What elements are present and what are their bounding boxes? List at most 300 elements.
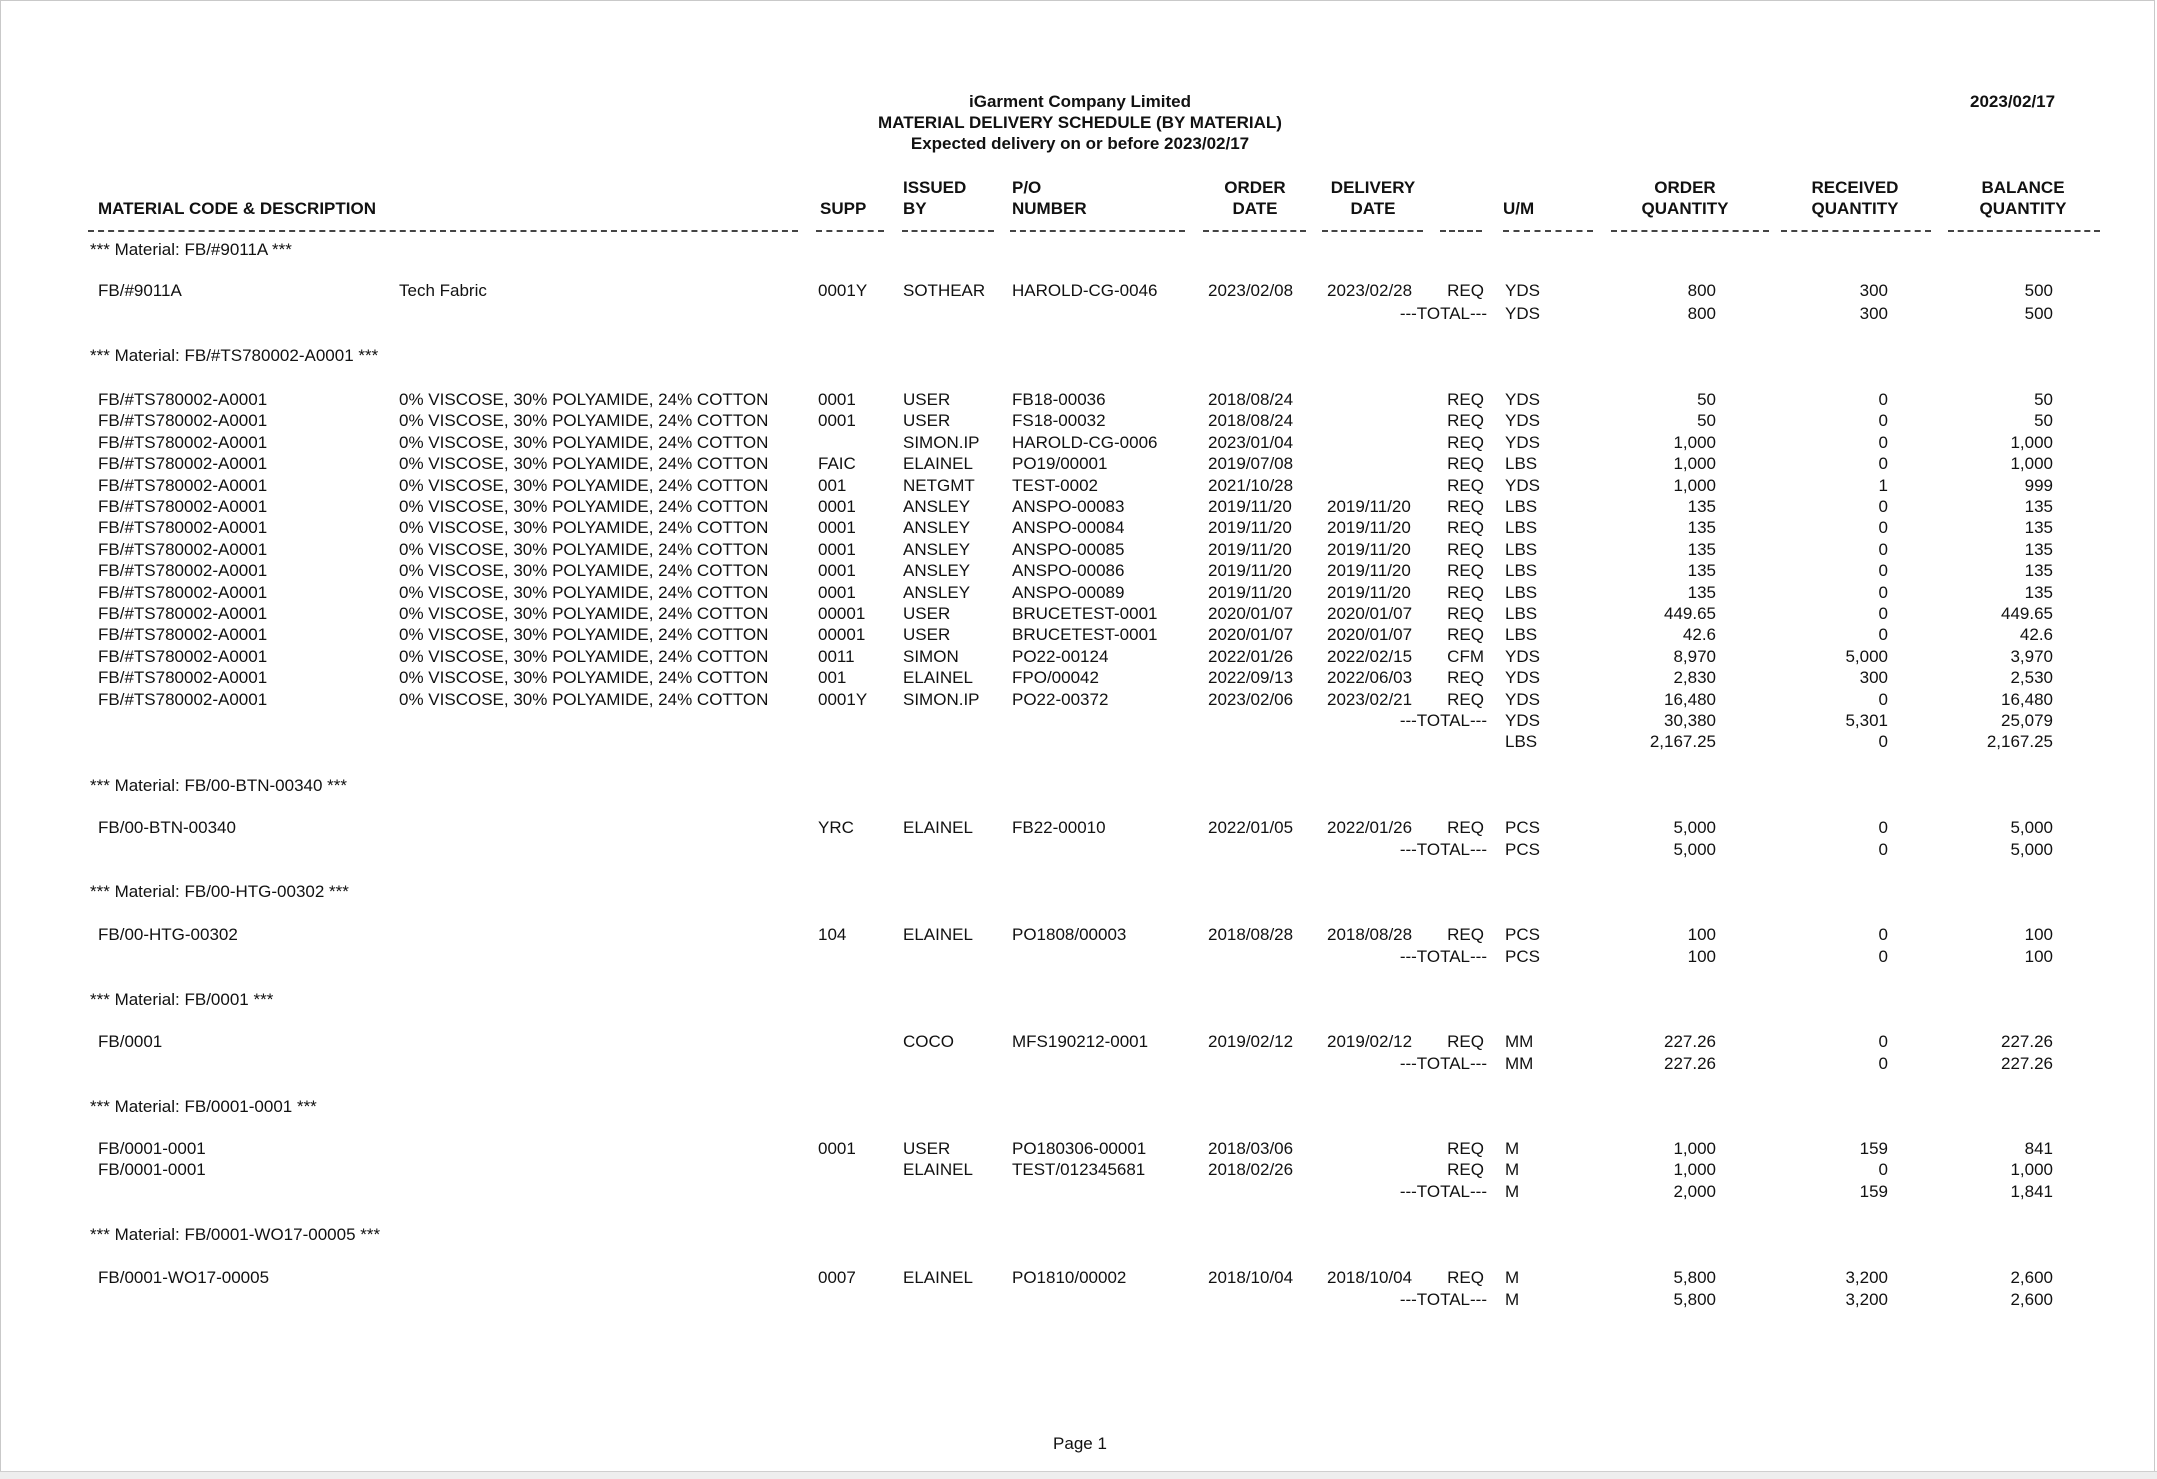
col-header-po-line1: P/O — [1012, 178, 1042, 197]
cell-po: TEST/012345681 — [1012, 1160, 1146, 1180]
total-balance-qty: 2,600 — [2010, 1290, 2053, 1309]
cell-po: PO19/00001 — [1012, 454, 1108, 474]
cell-order-date: 2023/01/04 — [1208, 432, 1294, 452]
cell-status: REQ — [1447, 518, 1484, 538]
total-um: LBS — [1505, 732, 1538, 752]
cell-supp: 0001 — [818, 582, 856, 602]
cell-delivery-date: 2022/02/15 — [1327, 646, 1413, 666]
cell-po: FB22-00010 — [1012, 818, 1106, 837]
cell-delivery-date: 2019/11/20 — [1327, 539, 1411, 559]
cell-desc: 0% VISCOSE, 30% POLYAMIDE, 24% COTTON — [399, 411, 769, 431]
cell-order-date: 2018/10/04 — [1208, 1268, 1294, 1287]
material-group-header: *** Material: FB/00-BTN-00340 *** — [90, 776, 348, 795]
cell-desc: 0% VISCOSE, 30% POLYAMIDE, 24% COTTON — [399, 561, 769, 581]
col-header-issued-line1: ISSUED — [903, 178, 967, 197]
cell-code: FB/0001-0001 — [98, 1160, 206, 1180]
cell-desc: 0% VISCOSE, 30% POLYAMIDE, 24% COTTON — [399, 390, 769, 409]
cell-order-date: 2018/02/26 — [1208, 1160, 1294, 1180]
total-order-qty: 800 — [1687, 304, 1716, 323]
cell-po: ANSPO-00083 — [1012, 497, 1125, 516]
cell-balance-qty: 50 — [2034, 411, 2053, 431]
cell-code: FB/0001 — [98, 1032, 163, 1051]
total-label: ---TOTAL--- — [1399, 711, 1487, 730]
cell-um: LBS — [1505, 604, 1538, 623]
cell-code: FB/#TS780002-A0001 — [98, 539, 268, 559]
cell-code: FB/#TS780002-A0001 — [98, 497, 268, 516]
cell-po: ANSPO-00085 — [1012, 539, 1125, 559]
total-balance-qty: 227.26 — [2001, 1054, 2053, 1073]
cell-order-date: 2021/10/28 — [1208, 475, 1294, 495]
cell-um: M — [1505, 1268, 1520, 1287]
cell-received-qty: 0 — [1878, 561, 1888, 581]
col-header-order-date-line2: DATE — [1232, 199, 1278, 218]
cell-by: COCO — [903, 1032, 954, 1051]
cell-received-qty: 0 — [1878, 390, 1888, 409]
total-um: YDS — [1505, 304, 1540, 323]
cell-desc: 0% VISCOSE, 30% POLYAMIDE, 24% COTTON — [399, 454, 769, 474]
total-balance-qty: 25,079 — [2001, 711, 2053, 730]
cell-order-date: 2019/11/20 — [1208, 582, 1292, 602]
header-divider-po — [1010, 230, 1185, 232]
cell-desc: 0% VISCOSE, 30% POLYAMIDE, 24% COTTON — [399, 604, 769, 623]
cell-balance-qty: 227.26 — [2001, 1032, 2053, 1051]
cell-desc: 0% VISCOSE, 30% POLYAMIDE, 24% COTTON — [399, 432, 769, 452]
cell-supp: 0001 — [818, 539, 856, 559]
header-divider-supp — [816, 230, 884, 232]
cell-um: PCS — [1505, 818, 1540, 837]
cell-desc: 0% VISCOSE, 30% POLYAMIDE, 24% COTTON — [399, 689, 769, 709]
cell-um: YDS — [1505, 411, 1540, 431]
cell-um: YDS — [1505, 668, 1540, 688]
cell-by: USER — [903, 1139, 951, 1158]
cell-received-qty: 0 — [1878, 582, 1888, 602]
cell-balance-qty: 5,000 — [2010, 818, 2053, 837]
total-order-qty: 2,000 — [1673, 1182, 1716, 1201]
header-divider-order-date — [1203, 230, 1306, 232]
cell-desc: 0% VISCOSE, 30% POLYAMIDE, 24% COTTON — [399, 497, 769, 516]
cell-received-qty: 0 — [1878, 1160, 1888, 1180]
total-um: M — [1505, 1182, 1520, 1201]
total-balance-qty: 500 — [2024, 304, 2053, 323]
cell-desc: 0% VISCOSE, 30% POLYAMIDE, 24% COTTON — [399, 625, 769, 645]
cell-balance-qty: 999 — [2024, 475, 2053, 495]
cell-status: REQ — [1447, 925, 1484, 944]
cell-desc: 0% VISCOSE, 30% POLYAMIDE, 24% COTTON — [399, 518, 769, 538]
col-header-order-qty-line2: QUANTITY — [1641, 199, 1729, 218]
cell-status: REQ — [1447, 668, 1484, 688]
cell-po: FB18-00036 — [1012, 390, 1106, 409]
header-divider-received-qty — [1781, 230, 1931, 232]
cell-received-qty: 0 — [1878, 454, 1888, 474]
cell-order-qty: 50 — [1697, 390, 1716, 409]
cell-code: FB/#TS780002-A0001 — [98, 689, 268, 709]
cell-order-date: 2020/01/07 — [1208, 604, 1294, 623]
total-label: ---TOTAL--- — [1399, 1054, 1487, 1073]
cell-status: REQ — [1447, 818, 1484, 837]
cell-delivery-date: 2019/11/20 — [1327, 561, 1411, 581]
col-header-balance-qty-line1: BALANCE — [1981, 178, 2065, 197]
header-divider-um — [1503, 230, 1593, 232]
cell-delivery-date: 2023/02/21 — [1327, 689, 1413, 709]
cell-by: SIMON — [903, 646, 959, 666]
cell-po: FPO/00042 — [1012, 668, 1099, 688]
cell-balance-qty: 1,000 — [2010, 1160, 2053, 1180]
cell-order-date: 2019/11/20 — [1208, 497, 1292, 516]
col-header-um: U/M — [1503, 199, 1535, 218]
cell-balance-qty: 135 — [2024, 539, 2053, 559]
cell-desc: 0% VISCOSE, 30% POLYAMIDE, 24% COTTON — [399, 539, 769, 559]
cell-by: NETGMT — [903, 475, 975, 495]
cell-by: ANSLEY — [903, 582, 971, 602]
material-group-header: *** Material: FB/0001 *** — [90, 990, 274, 1009]
cell-order-qty: 8,970 — [1673, 646, 1716, 666]
cell-um: YDS — [1505, 432, 1540, 452]
cell-received-qty: 5,000 — [1845, 646, 1888, 666]
material-group-header: *** Material: FB/#TS780002-A0001 *** — [90, 346, 379, 365]
cell-by: ANSLEY — [903, 497, 971, 516]
cell-po: ANSPO-00086 — [1012, 561, 1125, 581]
cell-order-qty: 1,000 — [1673, 432, 1716, 452]
cell-um: LBS — [1505, 539, 1538, 559]
total-label: ---TOTAL--- — [1399, 304, 1487, 323]
cell-code: FB/#TS780002-A0001 — [98, 454, 268, 474]
header-divider-delivery-date — [1322, 230, 1423, 232]
cell-status: REQ — [1447, 625, 1484, 645]
cell-by: ELAINEL — [903, 925, 973, 944]
total-order-qty: 5,000 — [1673, 840, 1716, 859]
cell-order-date: 2018/08/28 — [1208, 925, 1294, 944]
cell-by: USER — [903, 604, 951, 623]
cell-order-date: 2018/08/24 — [1208, 390, 1294, 409]
cell-received-qty: 0 — [1878, 518, 1888, 538]
cell-po: PO1808/00003 — [1012, 925, 1127, 944]
cell-order-qty: 42.6 — [1682, 625, 1716, 645]
cell-balance-qty: 449.65 — [2001, 604, 2053, 623]
cell-by: USER — [903, 390, 951, 409]
cell-delivery-date: 2022/01/26 — [1327, 818, 1413, 837]
cell-delivery-date: 2019/11/20 — [1327, 518, 1411, 538]
col-header-issued-line2: BY — [903, 199, 927, 218]
cell-balance-qty: 42.6 — [2019, 625, 2053, 645]
cell-supp: 0001 — [818, 390, 856, 409]
col-header-balance-qty-line2: QUANTITY — [1979, 199, 2067, 218]
cell-um: M — [1505, 1139, 1520, 1158]
material-group-header: *** Material: FB/0001-WO17-00005 *** — [90, 1225, 381, 1244]
cell-order-date: 2019/11/20 — [1208, 561, 1292, 581]
cell-status: REQ — [1447, 582, 1484, 602]
total-label: ---TOTAL--- — [1399, 1290, 1487, 1309]
page-number: Page 1 — [1053, 1434, 1107, 1453]
cell-balance-qty: 16,480 — [2001, 689, 2053, 709]
cell-balance-qty: 2,530 — [2010, 668, 2053, 688]
cell-um: LBS — [1505, 518, 1538, 538]
company-name: iGarment Company Limited — [969, 92, 1191, 111]
cell-supp: 0007 — [818, 1268, 856, 1287]
header-divider-balance-qty — [1948, 230, 2100, 232]
cell-supp: 0001 — [818, 411, 856, 431]
col-header-po-line2: NUMBER — [1012, 199, 1087, 218]
cell-status: REQ — [1447, 1139, 1484, 1158]
material-group-header: *** Material: FB/00-HTG-00302 *** — [90, 882, 349, 901]
cell-um: YDS — [1505, 475, 1540, 495]
col-header-supp: SUPP — [820, 199, 867, 218]
cell-received-qty: 0 — [1878, 625, 1888, 645]
cell-um: LBS — [1505, 561, 1538, 581]
cell-status: REQ — [1447, 604, 1484, 623]
cell-supp: 104 — [818, 925, 847, 944]
cell-status: REQ — [1447, 497, 1484, 516]
cell-po: PO22-00372 — [1012, 689, 1109, 709]
cell-by: USER — [903, 625, 951, 645]
cell-balance-qty: 100 — [2024, 925, 2053, 944]
report-date: 2023/02/17 — [1970, 92, 2056, 111]
cell-um: LBS — [1505, 454, 1538, 474]
cell-order-qty: 5,800 — [1673, 1268, 1716, 1287]
total-um: PCS — [1505, 840, 1540, 859]
cell-status: REQ — [1447, 1268, 1484, 1287]
cell-delivery-date: 2022/06/03 — [1327, 668, 1413, 688]
cell-code: FB/#TS780002-A0001 — [98, 668, 268, 688]
col-header-order-qty-line1: ORDER — [1654, 178, 1716, 197]
cell-code: FB/00-BTN-00340 — [98, 818, 236, 837]
cell-by: ELAINEL — [903, 1160, 973, 1180]
cell-code: FB/#TS780002-A0001 — [98, 646, 268, 666]
cell-status: REQ — [1447, 432, 1484, 452]
total-received-qty: 300 — [1859, 304, 1888, 323]
cell-po: HAROLD-CG-0046 — [1012, 281, 1158, 300]
total-balance-qty: 1,841 — [2010, 1182, 2053, 1201]
cell-received-qty: 1 — [1878, 475, 1888, 495]
cell-delivery-date: 2018/10/04 — [1327, 1268, 1413, 1287]
cell-code: FB/#TS780002-A0001 — [98, 625, 268, 645]
cell-um: YDS — [1505, 281, 1540, 300]
total-order-qty: 30,380 — [1664, 711, 1716, 730]
cell-by: ANSLEY — [903, 518, 971, 538]
cell-by: ELAINEL — [903, 1268, 973, 1287]
cell-delivery-date: 2020/01/07 — [1327, 604, 1413, 623]
col-header-delivery-date-line1: DELIVERY — [1330, 178, 1416, 197]
cell-order-qty: 135 — [1687, 582, 1716, 602]
cell-um: LBS — [1505, 582, 1538, 602]
total-order-qty: 227.26 — [1664, 1054, 1716, 1073]
cell-received-qty: 0 — [1878, 689, 1888, 709]
cell-supp: 0011 — [818, 646, 855, 666]
cell-um: M — [1505, 1160, 1520, 1180]
cell-po: PO180306-00001 — [1012, 1139, 1147, 1158]
cell-po: ANSPO-00084 — [1012, 518, 1125, 538]
total-um: PCS — [1505, 947, 1540, 966]
cell-received-qty: 0 — [1878, 925, 1888, 944]
material-group-header: *** Material: FB/#9011A *** — [90, 240, 292, 259]
cell-received-qty: 3,200 — [1845, 1268, 1888, 1287]
cell-delivery-date: 2019/11/20 — [1327, 497, 1411, 516]
cell-order-qty: 135 — [1687, 561, 1716, 581]
total-order-qty: 5,800 — [1673, 1290, 1716, 1309]
cell-status: REQ — [1447, 561, 1484, 581]
cell-um: YDS — [1505, 390, 1540, 409]
total-received-qty: 5,301 — [1845, 711, 1888, 730]
cell-order-date: 2022/09/13 — [1208, 668, 1294, 688]
cell-desc: 0% VISCOSE, 30% POLYAMIDE, 24% COTTON — [399, 475, 769, 495]
cell-balance-qty: 841 — [2024, 1139, 2053, 1158]
total-balance-qty: 100 — [2024, 947, 2053, 966]
total-um: YDS — [1505, 711, 1540, 730]
cell-balance-qty: 135 — [2024, 518, 2053, 538]
report-subtitle: Expected delivery on or before 2023/02/17 — [910, 134, 1250, 153]
cell-order-qty: 5,000 — [1673, 818, 1716, 837]
total-balance-qty: 5,000 — [2010, 840, 2053, 859]
cell-by: ELAINEL — [903, 454, 973, 474]
cell-um: LBS — [1505, 497, 1538, 516]
cell-supp: 0001Y — [818, 281, 868, 300]
cell-supp: 0001Y — [818, 689, 868, 709]
cell-um: MM — [1505, 1032, 1534, 1051]
cell-by: SIMON.IP — [903, 432, 980, 452]
cell-po: HAROLD-CG-0006 — [1012, 432, 1158, 452]
cell-order-qty: 135 — [1687, 539, 1716, 559]
cell-supp: 001 — [818, 668, 847, 688]
total-received-qty: 0 — [1878, 732, 1888, 752]
col-header-received-qty-line2: QUANTITY — [1811, 199, 1899, 218]
cell-by: ANSLEY — [903, 561, 971, 581]
cell-balance-qty: 1,000 — [2010, 454, 2053, 474]
cell-order-qty: 1,000 — [1673, 475, 1716, 495]
cell-desc: 0% VISCOSE, 30% POLYAMIDE, 24% COTTON — [399, 668, 769, 688]
cell-order-qty: 16,480 — [1664, 689, 1716, 709]
cell-order-qty: 449.65 — [1664, 604, 1716, 623]
cell-order-date: 2023/02/06 — [1208, 689, 1294, 709]
total-received-qty: 0 — [1878, 1054, 1888, 1073]
cell-supp: 00001 — [818, 604, 866, 623]
cell-status: REQ — [1447, 689, 1484, 709]
total-received-qty: 3,200 — [1845, 1290, 1888, 1309]
cell-code: FB/#TS780002-A0001 — [98, 411, 268, 431]
cell-supp: FAIC — [818, 454, 856, 474]
cell-received-qty: 0 — [1878, 539, 1888, 559]
cell-balance-qty: 135 — [2024, 561, 2053, 581]
cell-po: PO1810/00002 — [1012, 1268, 1127, 1287]
cell-po: ANSPO-00089 — [1012, 582, 1125, 602]
cell-order-qty: 800 — [1687, 281, 1716, 300]
cell-order-qty: 50 — [1697, 411, 1716, 431]
cell-order-qty: 2,830 — [1673, 668, 1716, 688]
total-label: ---TOTAL--- — [1399, 1182, 1487, 1201]
cell-order-qty: 1,000 — [1673, 1139, 1716, 1158]
cell-status: CFM — [1447, 646, 1484, 666]
cell-by: SIMON.IP — [903, 689, 980, 709]
cell-received-qty: 0 — [1878, 432, 1888, 452]
header-divider-order-qty — [1611, 230, 1769, 232]
cell-desc: 0% VISCOSE, 30% POLYAMIDE, 24% COTTON — [399, 582, 769, 602]
cell-order-qty: 135 — [1687, 518, 1716, 538]
cell-um: YDS — [1505, 646, 1540, 666]
cell-order-date: 2022/01/26 — [1208, 646, 1294, 666]
total-received-qty: 0 — [1878, 840, 1888, 859]
cell-order-qty: 227.26 — [1664, 1032, 1716, 1051]
header-divider-status — [1440, 230, 1482, 232]
cell-order-qty: 1,000 — [1673, 454, 1716, 474]
cell-desc: 0% VISCOSE, 30% POLYAMIDE, 24% COTTON — [399, 646, 769, 666]
cell-supp: 001 — [818, 475, 847, 495]
cell-by: ANSLEY — [903, 539, 971, 559]
cell-um: LBS — [1505, 625, 1538, 645]
cell-by: ELAINEL — [903, 668, 973, 688]
cell-received-qty: 159 — [1859, 1139, 1888, 1158]
cell-order-qty: 100 — [1687, 925, 1716, 944]
cell-order-date: 2019/07/08 — [1208, 454, 1294, 474]
col-header-order-date-line1: ORDER — [1224, 178, 1286, 197]
cell-supp: 0001 — [818, 1139, 856, 1158]
total-um: M — [1505, 1290, 1520, 1309]
cell-status: REQ — [1447, 475, 1484, 495]
report-title: MATERIAL DELIVERY SCHEDULE (BY MATERIAL) — [878, 113, 1282, 132]
col-header-received-qty-line1: RECEIVED — [1811, 178, 1899, 197]
cell-code: FB/#TS780002-A0001 — [98, 475, 268, 495]
col-header-material: MATERIAL CODE & DESCRIPTION — [98, 199, 376, 218]
cell-status: REQ — [1447, 281, 1484, 300]
total-received-qty: 159 — [1859, 1182, 1888, 1201]
cell-balance-qty: 2,600 — [2010, 1268, 2053, 1287]
cell-order-date: 2018/08/24 — [1208, 411, 1294, 431]
cell-um: PCS — [1505, 925, 1540, 944]
cell-order-date: 2020/01/07 — [1208, 625, 1294, 645]
header-divider-material — [88, 230, 798, 232]
cell-received-qty: 0 — [1878, 497, 1888, 516]
header-divider-issued — [902, 230, 994, 232]
cell-by: SOTHEAR — [903, 281, 986, 300]
total-label: ---TOTAL--- — [1399, 947, 1487, 966]
cell-code: FB/0001-WO17-00005 — [98, 1268, 270, 1287]
cell-by: USER — [903, 411, 951, 431]
cell-status: REQ — [1447, 539, 1484, 559]
cell-balance-qty: 50 — [2034, 390, 2053, 409]
cell-po: PO22-00124 — [1012, 646, 1109, 666]
cell-status: REQ — [1447, 1160, 1484, 1180]
total-label: ---TOTAL--- — [1399, 840, 1487, 859]
col-header-delivery-date-line2: DATE — [1350, 199, 1396, 218]
cell-supp: 0001 — [818, 561, 856, 581]
cell-supp: YRC — [818, 818, 854, 837]
cell-code: FB/#TS780002-A0001 — [98, 390, 268, 409]
cell-received-qty: 0 — [1878, 604, 1888, 623]
cell-order-date: 2019/02/12 — [1208, 1032, 1294, 1051]
total-order-qty: 100 — [1687, 947, 1716, 966]
cell-order-date: 2019/11/20 — [1208, 518, 1292, 538]
cell-order-qty: 135 — [1687, 497, 1716, 516]
cell-by: ELAINEL — [903, 818, 973, 837]
cell-status: REQ — [1447, 1032, 1484, 1051]
cell-status: REQ — [1447, 454, 1484, 474]
cell-supp: 0001 — [818, 518, 856, 538]
cell-received-qty: 300 — [1859, 281, 1888, 300]
cell-balance-qty: 3,970 — [2010, 646, 2053, 666]
cell-po: BRUCETEST-0001 — [1012, 604, 1158, 623]
cell-po: FS18-00032 — [1012, 411, 1106, 431]
cell-code: FB/#9011A — [98, 281, 182, 300]
cell-order-date: 2018/03/06 — [1208, 1139, 1294, 1158]
cell-balance-qty: 1,000 — [2010, 432, 2053, 452]
cell-delivery-date: 2023/02/28 — [1327, 281, 1413, 300]
cell-code: FB/0001-0001 — [98, 1139, 206, 1158]
cell-delivery-date: 2019/11/20 — [1327, 582, 1411, 602]
total-received-qty: 0 — [1878, 947, 1888, 966]
cell-status: REQ — [1447, 390, 1484, 409]
cell-delivery-date: 2019/02/12 — [1327, 1032, 1413, 1051]
cell-delivery-date: 2018/08/28 — [1327, 925, 1413, 944]
cell-delivery-date: 2020/01/07 — [1327, 625, 1413, 645]
cell-po: TEST-0002 — [1012, 475, 1098, 495]
cell-order-date: 2022/01/05 — [1208, 818, 1294, 837]
